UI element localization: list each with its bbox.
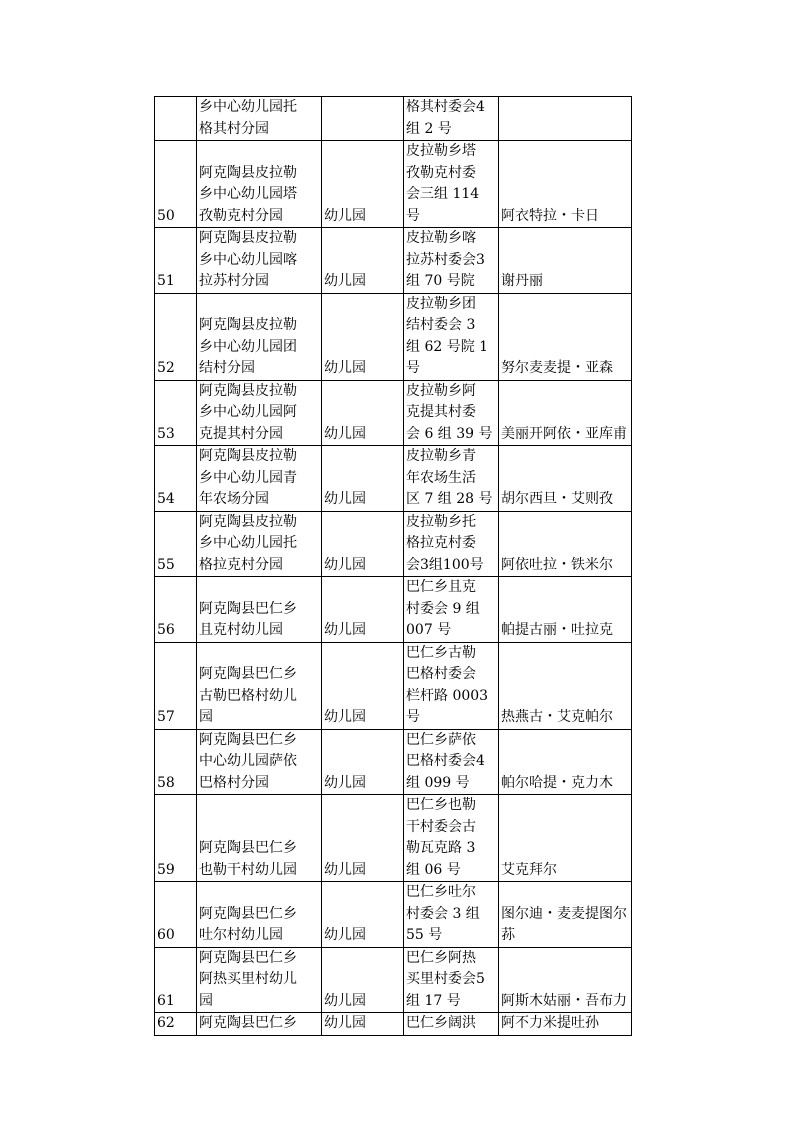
school-type-cell: 幼儿园 bbox=[322, 882, 404, 948]
row-number-cell: 52 bbox=[155, 293, 197, 380]
kindergarten-name-cell: 阿克陶县皮拉勒 乡中心幼儿园团 结村分园 bbox=[197, 293, 322, 380]
kindergarten-name-cell: 阿克陶县巴仁乡 中心幼儿园萨依 巴格村分园 bbox=[197, 729, 322, 795]
principal-name-cell: 阿不力米提吐孙 bbox=[499, 1013, 632, 1036]
principal-name-cell: 努尔麦麦提・亚森 bbox=[499, 293, 632, 380]
table-row bbox=[155, 729, 632, 795]
table-row bbox=[155, 97, 632, 141]
school-type-cell: 幼儿园 bbox=[322, 947, 404, 1013]
address-cell: 巴仁乡吐尔 村委会 3 组 55 号 bbox=[404, 882, 499, 948]
kindergarten-name-cell: 阿克陶县巴仁乡 且克村幼儿园 bbox=[197, 577, 322, 643]
address-cell: 皮拉勒乡团 结村委会 3 组 62 号院 1 号 bbox=[404, 293, 499, 380]
address-cell: 皮拉勒乡阿 克提其村委 会 6 组 39 号 bbox=[404, 380, 499, 446]
school-type-cell: 幼儿园 bbox=[322, 1013, 404, 1036]
table-row bbox=[155, 141, 632, 228]
principal-name-cell: 胡尔西旦・艾则孜 bbox=[499, 446, 632, 512]
school-type-cell: 幼儿园 bbox=[322, 729, 404, 795]
row-number-cell: 51 bbox=[155, 228, 197, 294]
principal-name-cell: 谢丹丽 bbox=[499, 228, 632, 294]
address-cell: 皮拉勒乡青 年农场生活 区 7 组 28 号 bbox=[404, 446, 499, 512]
principal-name-cell: 帕提古丽・吐拉克 bbox=[499, 577, 632, 643]
address-cell: 巴仁乡也勒 干村委会古 勒瓦克路 3 组 06 号 bbox=[404, 795, 499, 882]
row-number-cell: 57 bbox=[155, 642, 197, 729]
row-number-cell: 61 bbox=[155, 947, 197, 1013]
address-cell: 巴仁乡且克 村委会 9 组 007 号 bbox=[404, 577, 499, 643]
address-cell: 巴仁乡阔洪 bbox=[404, 1013, 499, 1036]
row-number-cell: 50 bbox=[155, 141, 197, 228]
principal-name-cell: 艾克拜尔 bbox=[499, 795, 632, 882]
address-cell: 格其村委会4 组 2 号 bbox=[404, 97, 499, 141]
table-row bbox=[155, 1013, 632, 1036]
principal-name-cell: 图尔迪・麦麦提图尔荪 bbox=[499, 882, 632, 948]
kindergarten-name-cell: 阿克陶县巴仁乡 古勒巴格村幼儿 园 bbox=[197, 642, 322, 729]
table-row bbox=[155, 380, 632, 446]
table-row bbox=[155, 228, 632, 294]
row-number-cell: 55 bbox=[155, 511, 197, 577]
school-type-cell: 幼儿园 bbox=[322, 511, 404, 577]
principal-name-cell: 阿衣特拉・卡日 bbox=[499, 141, 632, 228]
principal-name-cell: 热燕古・艾克帕尔 bbox=[499, 642, 632, 729]
kindergarten-table bbox=[154, 96, 632, 1036]
school-type-cell: 幼儿园 bbox=[322, 380, 404, 446]
address-cell: 皮拉勒乡塔 孜勒克村委 会三组 114 号 bbox=[404, 141, 499, 228]
school-type-cell: 幼儿园 bbox=[322, 446, 404, 512]
kindergarten-name-cell: 阿克陶县皮拉勒 乡中心幼儿园阿 克提其村分园 bbox=[197, 380, 322, 446]
row-number-cell: 54 bbox=[155, 446, 197, 512]
principal-name-cell: 帕尔哈提・克力木 bbox=[499, 729, 632, 795]
kindergarten-name-cell: 阿克陶县巴仁乡 吐尔村幼儿园 bbox=[197, 882, 322, 948]
address-cell: 皮拉勒乡喀 拉苏村委会3 组 70 号院 bbox=[404, 228, 499, 294]
school-type-cell: 幼儿园 bbox=[322, 228, 404, 294]
principal-name-cell: 阿斯木姑丽・吾布力 bbox=[499, 947, 632, 1013]
table-row bbox=[155, 446, 632, 512]
row-number-cell bbox=[155, 97, 197, 141]
kindergarten-name-cell: 阿克陶县巴仁乡 bbox=[197, 1013, 322, 1036]
address-cell: 巴仁乡古勒 巴格村委会 栏杆路 0003 号 bbox=[404, 642, 499, 729]
school-type-cell: 幼儿园 bbox=[322, 293, 404, 380]
school-type-cell: 幼儿园 bbox=[322, 795, 404, 882]
row-number-cell: 60 bbox=[155, 882, 197, 948]
kindergarten-name-cell: 乡中心幼儿园托 格其村分园 bbox=[197, 97, 322, 141]
principal-name-cell: 美丽开阿依・亚库甫 bbox=[499, 380, 632, 446]
school-type-cell: 幼儿园 bbox=[322, 642, 404, 729]
kindergarten-name-cell: 阿克陶县皮拉勒 乡中心幼儿园塔 孜勒克村分园 bbox=[197, 141, 322, 228]
table-row bbox=[155, 642, 632, 729]
row-number-cell: 62 bbox=[155, 1013, 197, 1036]
kindergarten-name-cell: 阿克陶县皮拉勒 乡中心幼儿园托 格拉克村分园 bbox=[197, 511, 322, 577]
table-row bbox=[155, 511, 632, 577]
table-row bbox=[155, 947, 632, 1013]
table-row bbox=[155, 882, 632, 948]
kindergarten-name-cell: 阿克陶县皮拉勒 乡中心幼儿园喀 拉苏村分园 bbox=[197, 228, 322, 294]
row-number-cell: 56 bbox=[155, 577, 197, 643]
table-row bbox=[155, 577, 632, 643]
row-number-cell: 58 bbox=[155, 729, 197, 795]
row-number-cell: 59 bbox=[155, 795, 197, 882]
table-row bbox=[155, 293, 632, 380]
school-type-cell: 幼儿园 bbox=[322, 577, 404, 643]
kindergarten-name-cell: 阿克陶县巴仁乡 也勒干村幼儿园 bbox=[197, 795, 322, 882]
address-cell: 巴仁乡萨依 巴格村委会4 组 099 号 bbox=[404, 729, 499, 795]
address-cell: 皮拉勒乡托 格拉克村委 会3组100号 bbox=[404, 511, 499, 577]
address-cell: 巴仁乡阿热 买里村委会5 组 17 号 bbox=[404, 947, 499, 1013]
kindergarten-name-cell: 阿克陶县巴仁乡 阿热买里村幼儿 园 bbox=[197, 947, 322, 1013]
table-row bbox=[155, 795, 632, 882]
principal-name-cell bbox=[499, 97, 632, 141]
row-number-cell: 53 bbox=[155, 380, 197, 446]
kindergarten-name-cell: 阿克陶县皮拉勒 乡中心幼儿园青 年农场分园 bbox=[197, 446, 322, 512]
principal-name-cell: 阿依吐拉・铁米尔 bbox=[499, 511, 632, 577]
document-page bbox=[154, 96, 632, 1036]
school-type-cell bbox=[322, 97, 404, 141]
school-type-cell: 幼儿园 bbox=[322, 141, 404, 228]
